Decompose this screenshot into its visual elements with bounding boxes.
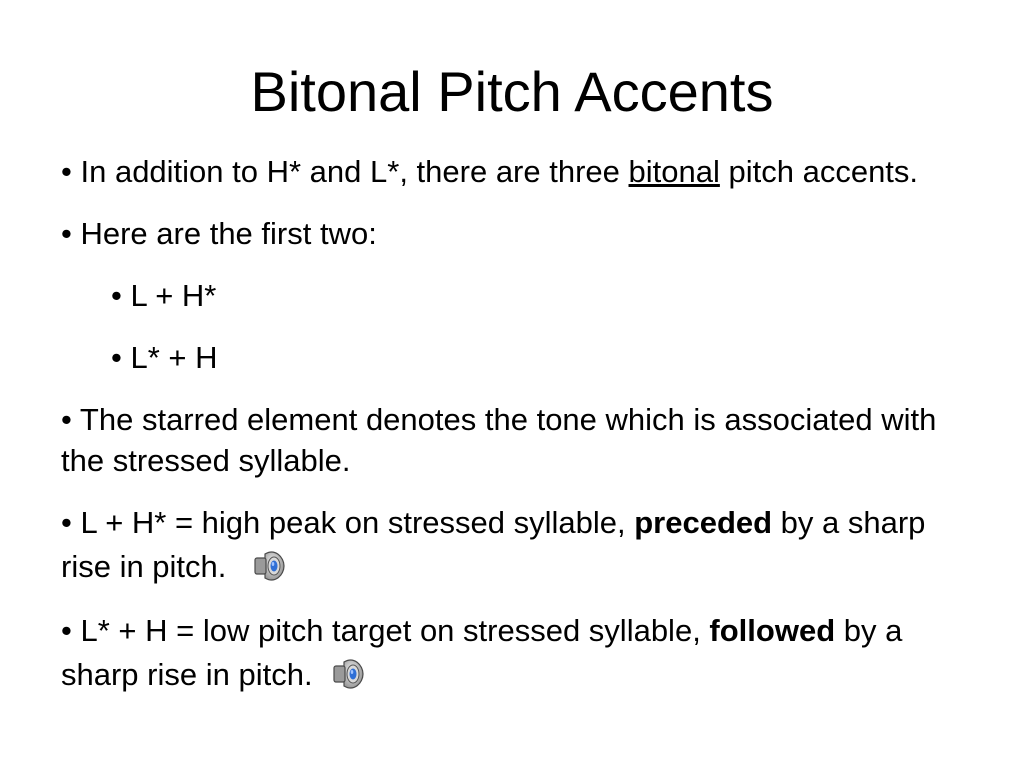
bullet-marker: •: [61, 216, 72, 251]
bullet-marker: •: [61, 402, 72, 437]
speaker-icon[interactable]: [248, 543, 294, 589]
bullet-text: by a sharp rise in pitch.: [61, 613, 903, 692]
bullet-text: pitch accents.: [719, 154, 919, 189]
bullet-text: The starred element denotes the tone which is associated with the stressed syllable.: [61, 402, 937, 478]
bullet-text: Here are the first two:: [80, 216, 377, 251]
bullet-text: L + H*: [130, 278, 217, 313]
bullet-text: L* + H: [130, 340, 218, 375]
bullet-marker: •: [61, 154, 72, 189]
speaker-icon-graphic: [248, 543, 294, 589]
bold-term: followed: [709, 613, 836, 648]
bullet-l-star-plus-h-definition: [61, 610, 981, 697]
bullet-l-plus-h-star-definition: [61, 502, 981, 589]
bullet-first-two: [61, 213, 981, 254]
bullet-text: L* + H = low pitch target on stressed syllable,: [80, 613, 710, 648]
bullet-marker: •: [61, 505, 72, 540]
speaker-icon[interactable]: [327, 651, 373, 697]
slide-body: [61, 151, 981, 718]
bullet-marker: •: [111, 340, 122, 375]
bullet-marker: •: [111, 278, 122, 313]
sub-bullet-l-star-plus-h: [61, 337, 981, 378]
bullet-text: by a sharp rise in pitch.: [61, 505, 926, 584]
speaker-icon-graphic: [327, 651, 373, 697]
bullet-marker: •: [61, 613, 72, 648]
slide-title: Bitonal Pitch Accents: [250, 60, 774, 123]
underlined-term: bitonal: [628, 154, 720, 189]
bullet-starred-element: [61, 399, 981, 481]
sub-bullet-l-plus-h-star: [61, 275, 981, 316]
bullet-text: L + H* = high peak on stressed syllable,: [80, 505, 635, 540]
bullet-text: In addition to H* and L*, there are three: [80, 154, 629, 189]
bullet-bitonal-intro: [61, 151, 981, 192]
bold-term: preceded: [634, 505, 773, 540]
